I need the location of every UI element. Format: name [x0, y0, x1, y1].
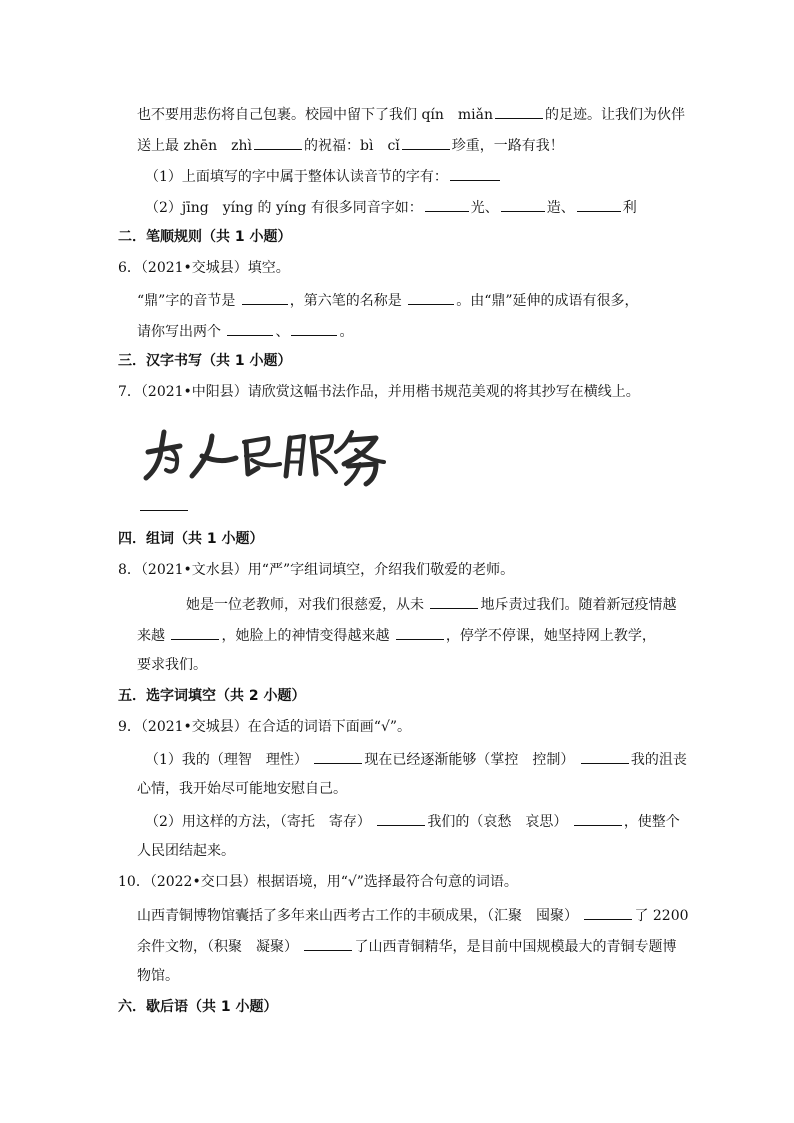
q9-stem: 9．（2021•交城县）在合适的词语下面画“√”。 [118, 719, 412, 735]
answer-blank[interactable] [425, 197, 469, 212]
q8-line2-text-a: 来越 [137, 628, 165, 644]
answer-blank[interactable] [227, 321, 273, 336]
answer-blank[interactable] [577, 197, 621, 212]
q9-p2-text-c: ，使整个 [623, 814, 680, 830]
section-heading: 六．歇后语（共 1 小题） [118, 999, 278, 1015]
q8-line2-text-c: ，停学不停课，她坚持网上教学， [445, 628, 656, 644]
q5-line2 [137, 135, 564, 155]
answer-blank[interactable] [495, 104, 543, 119]
section-heading: 四．组词（共 1 小题） [118, 531, 264, 547]
q9-p2-text-b: 我们的（哀愁 哀思） [427, 814, 568, 830]
q5-sub1 [145, 166, 502, 186]
q5-line2-text-b: 的祝福：bì cǐ [304, 138, 400, 154]
q5-sub2-text-a: （2）jīng yíng 的 yíng 有很多同音字如： [145, 200, 423, 216]
answer-blank[interactable] [304, 936, 352, 951]
q6-line1-text-b: ，第六笔的名称是 [289, 293, 402, 309]
q5-sub1-text: （1）上面填写的字中属于整体认读音节的字有： [145, 169, 448, 185]
q8-stem: 8．（2021•文水县）用“严”字组词填空，介绍我们敬爱的老师。 [118, 562, 515, 578]
q8-line1 [186, 594, 676, 614]
answer-blank[interactable] [396, 625, 444, 640]
q8-line2-text-b: ，她脸上的神情变得越来越 [221, 628, 390, 644]
answer-blank[interactable] [430, 594, 478, 609]
answer-blank[interactable] [140, 496, 188, 511]
q10-line3: 物馆。 [137, 968, 179, 984]
q8-line3: 要求我们。 [137, 657, 207, 673]
q5-sub2-text-b: 光、 [470, 200, 499, 216]
q10-line2 [137, 936, 676, 956]
q6-line1-text-c: 。由“鼎”延伸的成语有很多， [456, 293, 639, 309]
q6-line2 [137, 321, 353, 341]
q6-line2-text-c: 。 [339, 324, 354, 340]
q10-line2-text-b: 了山西青铜精华，是目前中国规模最大的青铜专题博 [354, 939, 677, 955]
q7-stem: 7．（2021•中阳县）请欣赏这幅书法作品，并用楷书规范美观的将其抄写在横线上。 [118, 384, 640, 400]
q5-sub2 [145, 197, 637, 217]
q10-line1-text-b: 了 2200 [634, 908, 689, 924]
q8-line2 [137, 625, 656, 645]
q10-line2-text-a: 余件文物，（积聚 凝聚） [137, 939, 298, 955]
q9-p2-line2: 人民团结起来。 [137, 843, 235, 859]
section-heading: 五．选字词填空（共 2 小题） [118, 688, 306, 704]
answer-blank[interactable] [581, 749, 629, 764]
q5-line1-text-a: 也不要用悲伤将自己包裹。校园中留下了我们 qín miǎn [137, 107, 494, 123]
answer-blank[interactable] [408, 290, 454, 305]
answer-blank[interactable] [254, 135, 302, 150]
q8-line1-text-a: 她是一位老教师，对我们很慈爱，从未 [186, 597, 424, 613]
q6-line2-text-b: 、 [275, 324, 290, 340]
answer-blank[interactable] [584, 905, 632, 920]
q9-p1-line1 [145, 749, 687, 769]
q9-p2-text-a: （2）用这样的方法，（寄托 寄存） [145, 814, 371, 830]
q6-line1 [137, 290, 639, 310]
q9-p2-line1 [145, 811, 680, 831]
answer-blank[interactable] [314, 749, 362, 764]
q9-p1-text-b: 现在已经逐渐能够（掌控 控制） [364, 752, 575, 768]
q5-line2-text-a: 送上最 zhēn zhì [137, 138, 253, 154]
q5-sub2-text-d: 利 [622, 200, 637, 216]
q5-line1-text-b: 的足迹。让我们为伙伴 [545, 107, 686, 123]
answer-blank[interactable] [291, 321, 337, 336]
q10-line1 [137, 905, 689, 925]
answer-blank[interactable] [574, 811, 622, 826]
q9-p1-line2: 心情，我开始尽可能地安慰自己。 [137, 781, 347, 797]
answer-blank[interactable] [402, 135, 450, 150]
answer-blank[interactable] [377, 811, 425, 826]
q5-line2-text-c: 珍重，一路有我！ [451, 138, 564, 154]
q10-stem: 10．（2022•交口县）根据语境，用“√”选择最符合句意的词语。 [118, 874, 518, 890]
q9-p1-text-c: 我的沮丧 [630, 752, 687, 768]
q9-p1-text-a: （1）我的（理智 理性） [145, 752, 308, 768]
answer-blank[interactable] [501, 197, 545, 212]
q6-line2-text-a: 请你写出两个 [137, 324, 221, 340]
q6-line1-text-a: “鼎”字的音节是 [137, 293, 236, 309]
q5-line1 [137, 104, 685, 124]
q7-answer-line[interactable] [138, 496, 190, 516]
section-heading: 三．汉字书写（共 1 小题） [118, 353, 292, 369]
q5-sub2-text-c: 造、 [546, 200, 575, 216]
answer-blank[interactable] [171, 625, 219, 640]
q8-line1-text-b: 地斥责过我们。随着新冠疫情越 [480, 597, 677, 613]
answer-blank[interactable] [242, 290, 288, 305]
calligraphy-image [140, 420, 390, 490]
q6-stem: 6．（2021•交城县）填空。 [118, 260, 290, 276]
answer-blank[interactable] [450, 166, 500, 181]
section-heading: 二．笔顺规则（共 1 小题） [118, 229, 292, 245]
q10-line1-text-a: 山西青铜博物馆囊括了多年来山西考古工作的丰硕成果，（汇聚 囤聚） [137, 908, 578, 924]
